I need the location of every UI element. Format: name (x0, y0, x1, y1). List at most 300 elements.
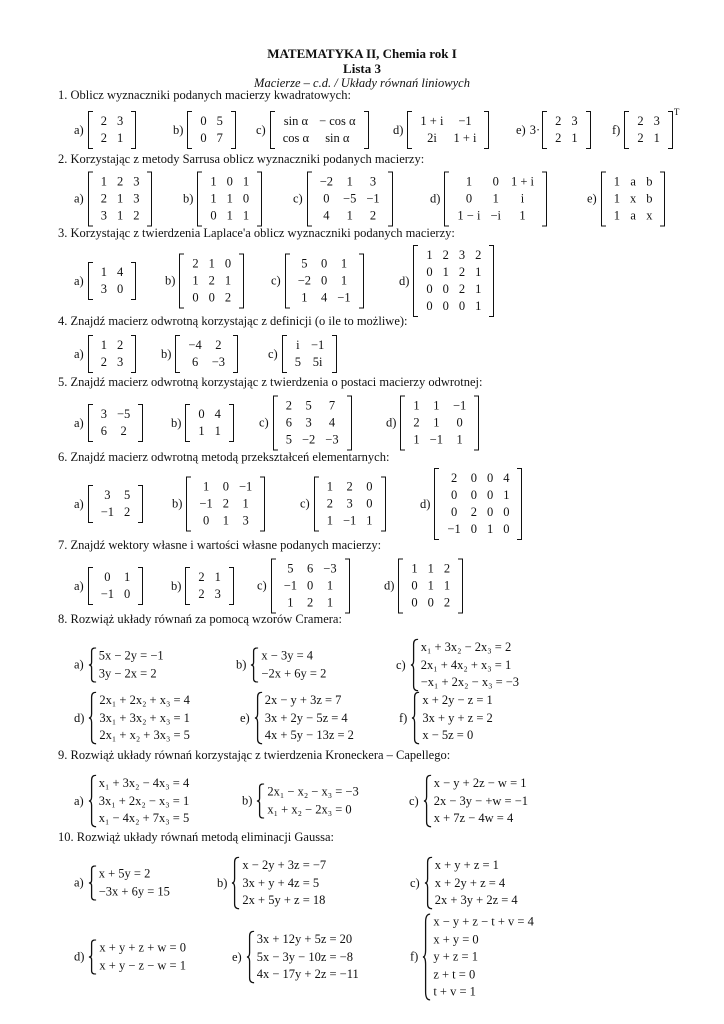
matrix-entry: 6 (100, 424, 107, 438)
right-bracket (233, 335, 238, 373)
item-label: b) (165, 273, 176, 288)
problem-statement: 3. Korzystając z twierdzenia Laplace'a oblicz wyznaczniki podanych macierzy: (58, 226, 455, 240)
matrix-entry: 1 (124, 570, 131, 584)
matrix-entry: −1 (283, 578, 298, 593)
matrix-entry: 0 (198, 407, 205, 421)
equations (97, 775, 189, 828)
matrix-grid (190, 404, 229, 442)
matrix-entry: 0 (470, 522, 477, 536)
equation: x + 2y − z = 1 (422, 692, 493, 707)
matrix-entry: 2 (208, 273, 215, 288)
equation-system (411, 692, 492, 745)
left-brace (250, 648, 259, 683)
matrix-entry: 2i (427, 131, 437, 145)
matrix-entry: 1 (613, 191, 620, 206)
matrix-entry: 1 (242, 496, 249, 511)
matrix-entry: 0 (503, 522, 510, 536)
matrix-entry: 0 (503, 505, 510, 519)
matrix (185, 404, 234, 442)
transpose-mark: T (673, 107, 680, 117)
matrix-entry: 1 (411, 561, 418, 576)
matrix-entry: 0 (192, 290, 199, 305)
matrix (88, 485, 144, 523)
matrix-entry: 5 (287, 561, 294, 576)
matrix-entry: 1 (116, 208, 124, 223)
left-brace (88, 775, 97, 828)
matrix-entry: 1 (475, 299, 482, 313)
equation: x + 7z − 4w = 4 (433, 810, 514, 825)
equation: x + y = 0 (433, 931, 479, 946)
matrix (88, 567, 144, 605)
matrix-grid (93, 111, 132, 149)
matrix-entry: 4 (328, 415, 336, 430)
matrix-entry: −1 (100, 505, 115, 519)
right-bracket (517, 468, 522, 540)
equation-system (423, 775, 528, 828)
matrix-entry: 3 (653, 114, 660, 128)
matrix-entry: 1 (503, 488, 510, 502)
equation-system (250, 648, 326, 683)
equation: 2x₁ − x₂ − x₃ = −3 (267, 784, 359, 799)
item-label: a) (74, 657, 84, 672)
right-bracket (239, 254, 244, 309)
matrix (413, 245, 494, 317)
equation: 4x + 5y − 13z = 2 (264, 727, 354, 742)
matrix-entry: 1 (465, 174, 473, 189)
exercise-item (74, 335, 136, 373)
matrix-entry: −1 (447, 522, 461, 536)
matrix-entry: −1 (366, 191, 380, 206)
item-label: d) (386, 415, 397, 430)
matrix-entry: 2 (198, 587, 205, 601)
problem-statement: 2. Korzystając z metody Sarrusa oblicz wyznaczniki podanych macierzy: (58, 152, 425, 166)
item-label: d) (399, 273, 410, 288)
left-brace (422, 913, 431, 1001)
matrix-entry: 5 (301, 256, 308, 271)
matrix-entry: 7 (216, 131, 223, 145)
right-bracket (138, 485, 143, 523)
matrix (88, 172, 153, 227)
equation-system (246, 931, 359, 984)
matrix-entry: −1 (310, 338, 325, 352)
matrix-entry: sin α (283, 114, 309, 128)
matrix-entry: 0 (321, 256, 328, 271)
matrix-entry: 1 (242, 208, 250, 223)
matrix-grid (190, 567, 229, 605)
right-bracket (542, 172, 547, 227)
matrix-entry: 2 (346, 479, 353, 494)
matrix-entry: 0 (124, 587, 131, 601)
matrix (273, 396, 352, 451)
exercise-item (430, 172, 547, 227)
equation-system (88, 940, 186, 975)
matrix-entry: 0 (323, 191, 330, 206)
right-bracket (260, 477, 265, 532)
matrix-grid (449, 172, 542, 227)
equation-system (88, 866, 170, 901)
matrix-entry: 1 (116, 131, 124, 145)
equation-system (231, 857, 326, 910)
equations (255, 931, 359, 984)
equation: x + 5y = 2 (98, 866, 151, 881)
equation: 2x + 5y + z = 18 (242, 892, 326, 907)
exercise-item (74, 775, 189, 828)
item-label: d) (393, 122, 404, 137)
equation: 3x + 12y + 5z = 20 (256, 931, 353, 946)
matrix (407, 111, 489, 149)
equations (97, 866, 170, 901)
matrix-entry: 1 (340, 273, 348, 288)
matrix-entry: 3 (346, 496, 353, 511)
equation: x + 2y + z = 4 (434, 875, 506, 890)
item-label: a) (74, 415, 84, 430)
matrix-entry: 2 (555, 114, 562, 128)
item-label: b) (171, 415, 182, 430)
matrix-entry: 1 (100, 265, 107, 279)
matrix-entry: 1 (226, 208, 233, 223)
matrix-entry: 2 (133, 208, 140, 223)
equation: 2x₁ + x₂ + 3x₃ = 5 (99, 727, 190, 742)
matrix-entry: 1 (210, 174, 217, 189)
matrix-entry: 0 (321, 273, 328, 288)
equation: 3y − 2x = 2 (98, 666, 157, 680)
matrix-entry: 2 (124, 505, 131, 519)
equations (432, 775, 528, 828)
matrix-entry: 3 (214, 587, 221, 601)
matrix (282, 335, 338, 373)
matrix-grid (93, 262, 132, 300)
matrix-entry: 1 + i (420, 114, 444, 128)
equation: −3x + 6y = 15 (98, 884, 170, 898)
exercise-item (232, 931, 359, 984)
equation-system (88, 692, 189, 745)
matrix-entry: 0 (202, 513, 210, 528)
exercise-item (173, 111, 236, 149)
equation: x₁ + 3x₂ − 4x₃ = 4 (98, 775, 190, 790)
matrix-entry: 0 (442, 282, 449, 296)
right-bracket (345, 559, 350, 614)
exercise-item (74, 111, 136, 149)
matrix-entry: 6 (191, 355, 199, 369)
matrix-grid (202, 172, 257, 227)
equation: x − y + 2z − w = 1 (433, 775, 527, 790)
item-label: b) (236, 657, 247, 672)
matrix (314, 477, 386, 532)
matrix-entry: 3 (369, 174, 377, 189)
matrix-entry: −i (490, 208, 501, 223)
matrix (270, 111, 369, 149)
item-label: c) (268, 346, 278, 361)
matrix (434, 468, 522, 540)
right-bracket (131, 335, 136, 373)
equations (240, 857, 326, 910)
matrix-grid (93, 404, 139, 442)
matrix-entry: 1 (326, 578, 334, 593)
matrix-entry: sin α (325, 131, 350, 145)
equation: 3x + 2y − 5z = 4 (264, 710, 348, 725)
matrix-entry: 1 (433, 415, 440, 430)
matrix-entry: x (629, 191, 637, 206)
matrix-entry: 2 (458, 282, 466, 296)
matrix-entry: 2 (120, 424, 127, 438)
matrix-entry: −3 (211, 355, 226, 369)
item-label: c) (410, 875, 420, 890)
item-label: c) (396, 657, 406, 672)
left-brace (410, 639, 419, 692)
matrix-entry: 0 (210, 208, 217, 223)
matrix-entry: 0 (427, 595, 434, 610)
matrix-entry: 2 (450, 471, 458, 485)
matrix-entry: 5 (305, 398, 312, 413)
equation-system (410, 639, 519, 692)
matrix-entry: 0 (442, 299, 449, 313)
matrix (88, 335, 137, 373)
matrix-grid (192, 111, 231, 149)
item-label: e) (232, 949, 242, 964)
left-brace (423, 775, 432, 828)
equation-system (88, 648, 164, 683)
right-bracket (489, 245, 494, 317)
matrix-entry: 1 (224, 273, 232, 288)
item-label: b) (242, 793, 253, 808)
matrix-entry: 2 (198, 570, 205, 584)
matrix (88, 111, 137, 149)
exercise-item (171, 404, 234, 442)
exercise-item (409, 775, 528, 828)
exercise-item (386, 396, 479, 451)
exercise-item (516, 111, 591, 149)
matrix-entry: cos α (282, 131, 310, 145)
matrix-entry: b (646, 191, 653, 206)
matrix (285, 254, 364, 309)
matrix-entry: 1 (456, 432, 463, 447)
matrix-entry: 2 (413, 415, 420, 430)
matrix-entry: 0 (486, 488, 494, 502)
exercise-item (172, 477, 265, 532)
equation: −2x + 6y = 2 (261, 666, 327, 680)
problem-statement: 5. Znajdź macierz odwrotną korzystając z twierdzenia o postaci macierzy odwrotnej: (58, 375, 483, 389)
matrix-entry: 1 (222, 513, 229, 528)
equation: x + y + z + w = 0 (99, 940, 186, 955)
matrix-entry: 1 (413, 432, 420, 447)
exercise-item (74, 172, 152, 227)
matrix-entry: 0 (458, 299, 466, 313)
matrix-entry: 1 (100, 338, 107, 352)
matrix-entry: 2 (326, 496, 333, 511)
equation-system (422, 913, 534, 1001)
matrix-entry: 4 (323, 208, 330, 223)
matrix-entry: 1 (192, 273, 199, 288)
matrix-entry: 1 (116, 191, 124, 206)
exercise-item (242, 784, 359, 819)
matrix-entry: 1 (433, 398, 440, 413)
exercise-item (217, 857, 326, 910)
exercise-item (74, 940, 186, 975)
equation: x₁ − 4x₂ + 7x₃ = 5 (98, 810, 190, 825)
exercise-item (74, 866, 170, 901)
item-label: b) (173, 122, 184, 137)
matrix (185, 567, 234, 605)
exercise-item (410, 857, 518, 910)
matrix-entry: 1 (492, 191, 499, 206)
matrix-entry: 1 (427, 561, 434, 576)
left-brace (256, 784, 265, 819)
matrix-entry: −1 (429, 432, 443, 447)
matrix-entry: 0 (242, 191, 250, 206)
right-bracket (229, 404, 234, 442)
matrix-entry: 1 (519, 208, 526, 223)
equations (97, 940, 186, 975)
equation: x + y + z = 1 (434, 857, 499, 872)
right-bracket (359, 254, 364, 309)
equation: x − y + z − t + v = 4 (433, 914, 534, 929)
matrix-grid (319, 477, 381, 532)
matrix-entry: 0 (307, 578, 314, 593)
matrix-entry: 1 (366, 513, 373, 528)
item-label: c) (409, 793, 419, 808)
matrix-grid (93, 335, 132, 373)
left-brace (254, 692, 263, 745)
item-label: d) (430, 191, 441, 206)
equation-system (424, 857, 518, 910)
matrix-entry: −1 (100, 587, 115, 601)
item-label: f) (612, 122, 621, 137)
exercise-item (384, 559, 463, 614)
equation: x − 5z = 0 (422, 727, 474, 742)
matrix-entry: 2 (100, 191, 107, 206)
matrix-entry: 0 (492, 174, 499, 189)
matrix-entry: 1 (202, 479, 210, 494)
matrix-grid (547, 111, 586, 149)
item-label: b) (183, 191, 194, 206)
matrix-entry: 0 (366, 479, 373, 494)
exercise-item (393, 111, 489, 149)
problem-statement: 1. Oblicz wyznaczniki podanych macierzy kwadratowych: (58, 88, 351, 102)
matrix-entry: 2 (637, 114, 644, 128)
matrix-entry: 3 (100, 208, 107, 223)
matrix-entry: 0 (465, 191, 473, 206)
matrix-entry: 3 (133, 174, 140, 189)
equation: 5x − 2y = −1 (98, 648, 164, 663)
left-brace (88, 866, 97, 901)
equation: 2x − y + 3z = 7 (264, 692, 342, 707)
item-label: e) (587, 191, 597, 206)
item-label: d) (74, 949, 85, 964)
matrix-entry: 3 (104, 488, 111, 502)
equation: 2x₁ + 2x₂ + x₃ = 4 (99, 692, 190, 707)
item-label: a) (74, 273, 84, 288)
matrix-entry: −1 (342, 513, 357, 528)
matrix-entry: 1 (486, 522, 494, 536)
matrix-entry: 2 (192, 256, 199, 271)
equations (420, 692, 492, 745)
matrix-entry: 5 (285, 432, 292, 447)
matrix (398, 559, 463, 614)
matrix-entry: 6 (307, 561, 314, 576)
matrix-grid (418, 245, 489, 317)
matrix-entry: 1 (442, 265, 449, 279)
item-label: c) (271, 273, 281, 288)
matrix-grid (184, 254, 239, 309)
matrix-entry: 2 (442, 248, 449, 262)
matrix-entry: 0 (366, 496, 373, 511)
equations (97, 648, 164, 683)
right-bracket (131, 262, 136, 300)
matrix-entry: 1 (340, 256, 348, 271)
matrix-entry: i (520, 191, 525, 206)
item-label: d) (74, 710, 85, 725)
matrix-entry: 0 (450, 488, 458, 502)
right-bracket (138, 404, 143, 442)
matrix-entry: 1 (613, 208, 620, 223)
item-label: e) (240, 710, 250, 725)
matrix-entry: 7 (328, 398, 336, 413)
item-label: d) (384, 578, 395, 593)
matrix-entry: 0 (456, 415, 463, 430)
matrix-entry: 2 (307, 595, 314, 610)
matrix-entry: −2 (319, 174, 334, 189)
matrix-entry: 1 (100, 174, 107, 189)
equation: 3x₁ + 2x₂ − x₃ = 1 (98, 793, 190, 808)
equation: x − 3y = 4 (261, 648, 314, 663)
item-label: c) (259, 415, 269, 430)
item-label: b) (217, 875, 228, 890)
right-bracket (381, 477, 386, 532)
exercise-item (300, 477, 386, 532)
matrix-grid (276, 559, 345, 614)
matrix-entry: 0 (224, 256, 232, 271)
exercise-item (257, 559, 350, 614)
matrix-grid (439, 468, 517, 540)
problem-statement: 6. Znajdź macierz odwrotną metodą przekształceń elementarnych: (58, 450, 390, 464)
exercise-item (183, 172, 262, 227)
left-brace (231, 857, 240, 910)
equation: 4x − 17y + 2z = −11 (256, 966, 359, 981)
matrix-entry: 0 (426, 265, 433, 279)
exercise-item (165, 254, 244, 309)
right-bracket (364, 111, 369, 149)
matrix-entry: 0 (200, 131, 207, 145)
equation: 3x + y + z = 2 (422, 710, 493, 725)
matrix (601, 172, 666, 227)
right-bracket (347, 396, 352, 451)
matrix-grid (290, 254, 359, 309)
matrix-entry: 1 − i (457, 208, 481, 223)
matrix (400, 396, 479, 451)
matrix-entry: 1 (242, 174, 250, 189)
item-label: a) (74, 346, 84, 361)
matrix-entry: 2 (369, 208, 377, 223)
equation: y + z = 1 (433, 949, 478, 964)
equation: 3x₁ + 3x₂ + x₃ = 1 (99, 710, 190, 725)
matrix (444, 172, 547, 227)
item-label: f) (410, 949, 419, 964)
matrix-entry: 2 (470, 505, 477, 519)
matrix-entry: 2 (222, 496, 229, 511)
matrix-entry: 3 (116, 114, 124, 128)
item-label: a) (74, 191, 84, 206)
equations (259, 648, 326, 683)
equation: x₁ + x₂ − 2x₃ = 0 (267, 802, 352, 816)
equations (419, 639, 519, 692)
right-bracket (474, 396, 479, 451)
equations (431, 913, 534, 1001)
matrix-entry: x (646, 208, 653, 223)
matrix-grid (180, 335, 233, 373)
equations (97, 692, 189, 745)
exercise-item (271, 254, 364, 309)
matrix-entry: −2 (301, 432, 316, 447)
